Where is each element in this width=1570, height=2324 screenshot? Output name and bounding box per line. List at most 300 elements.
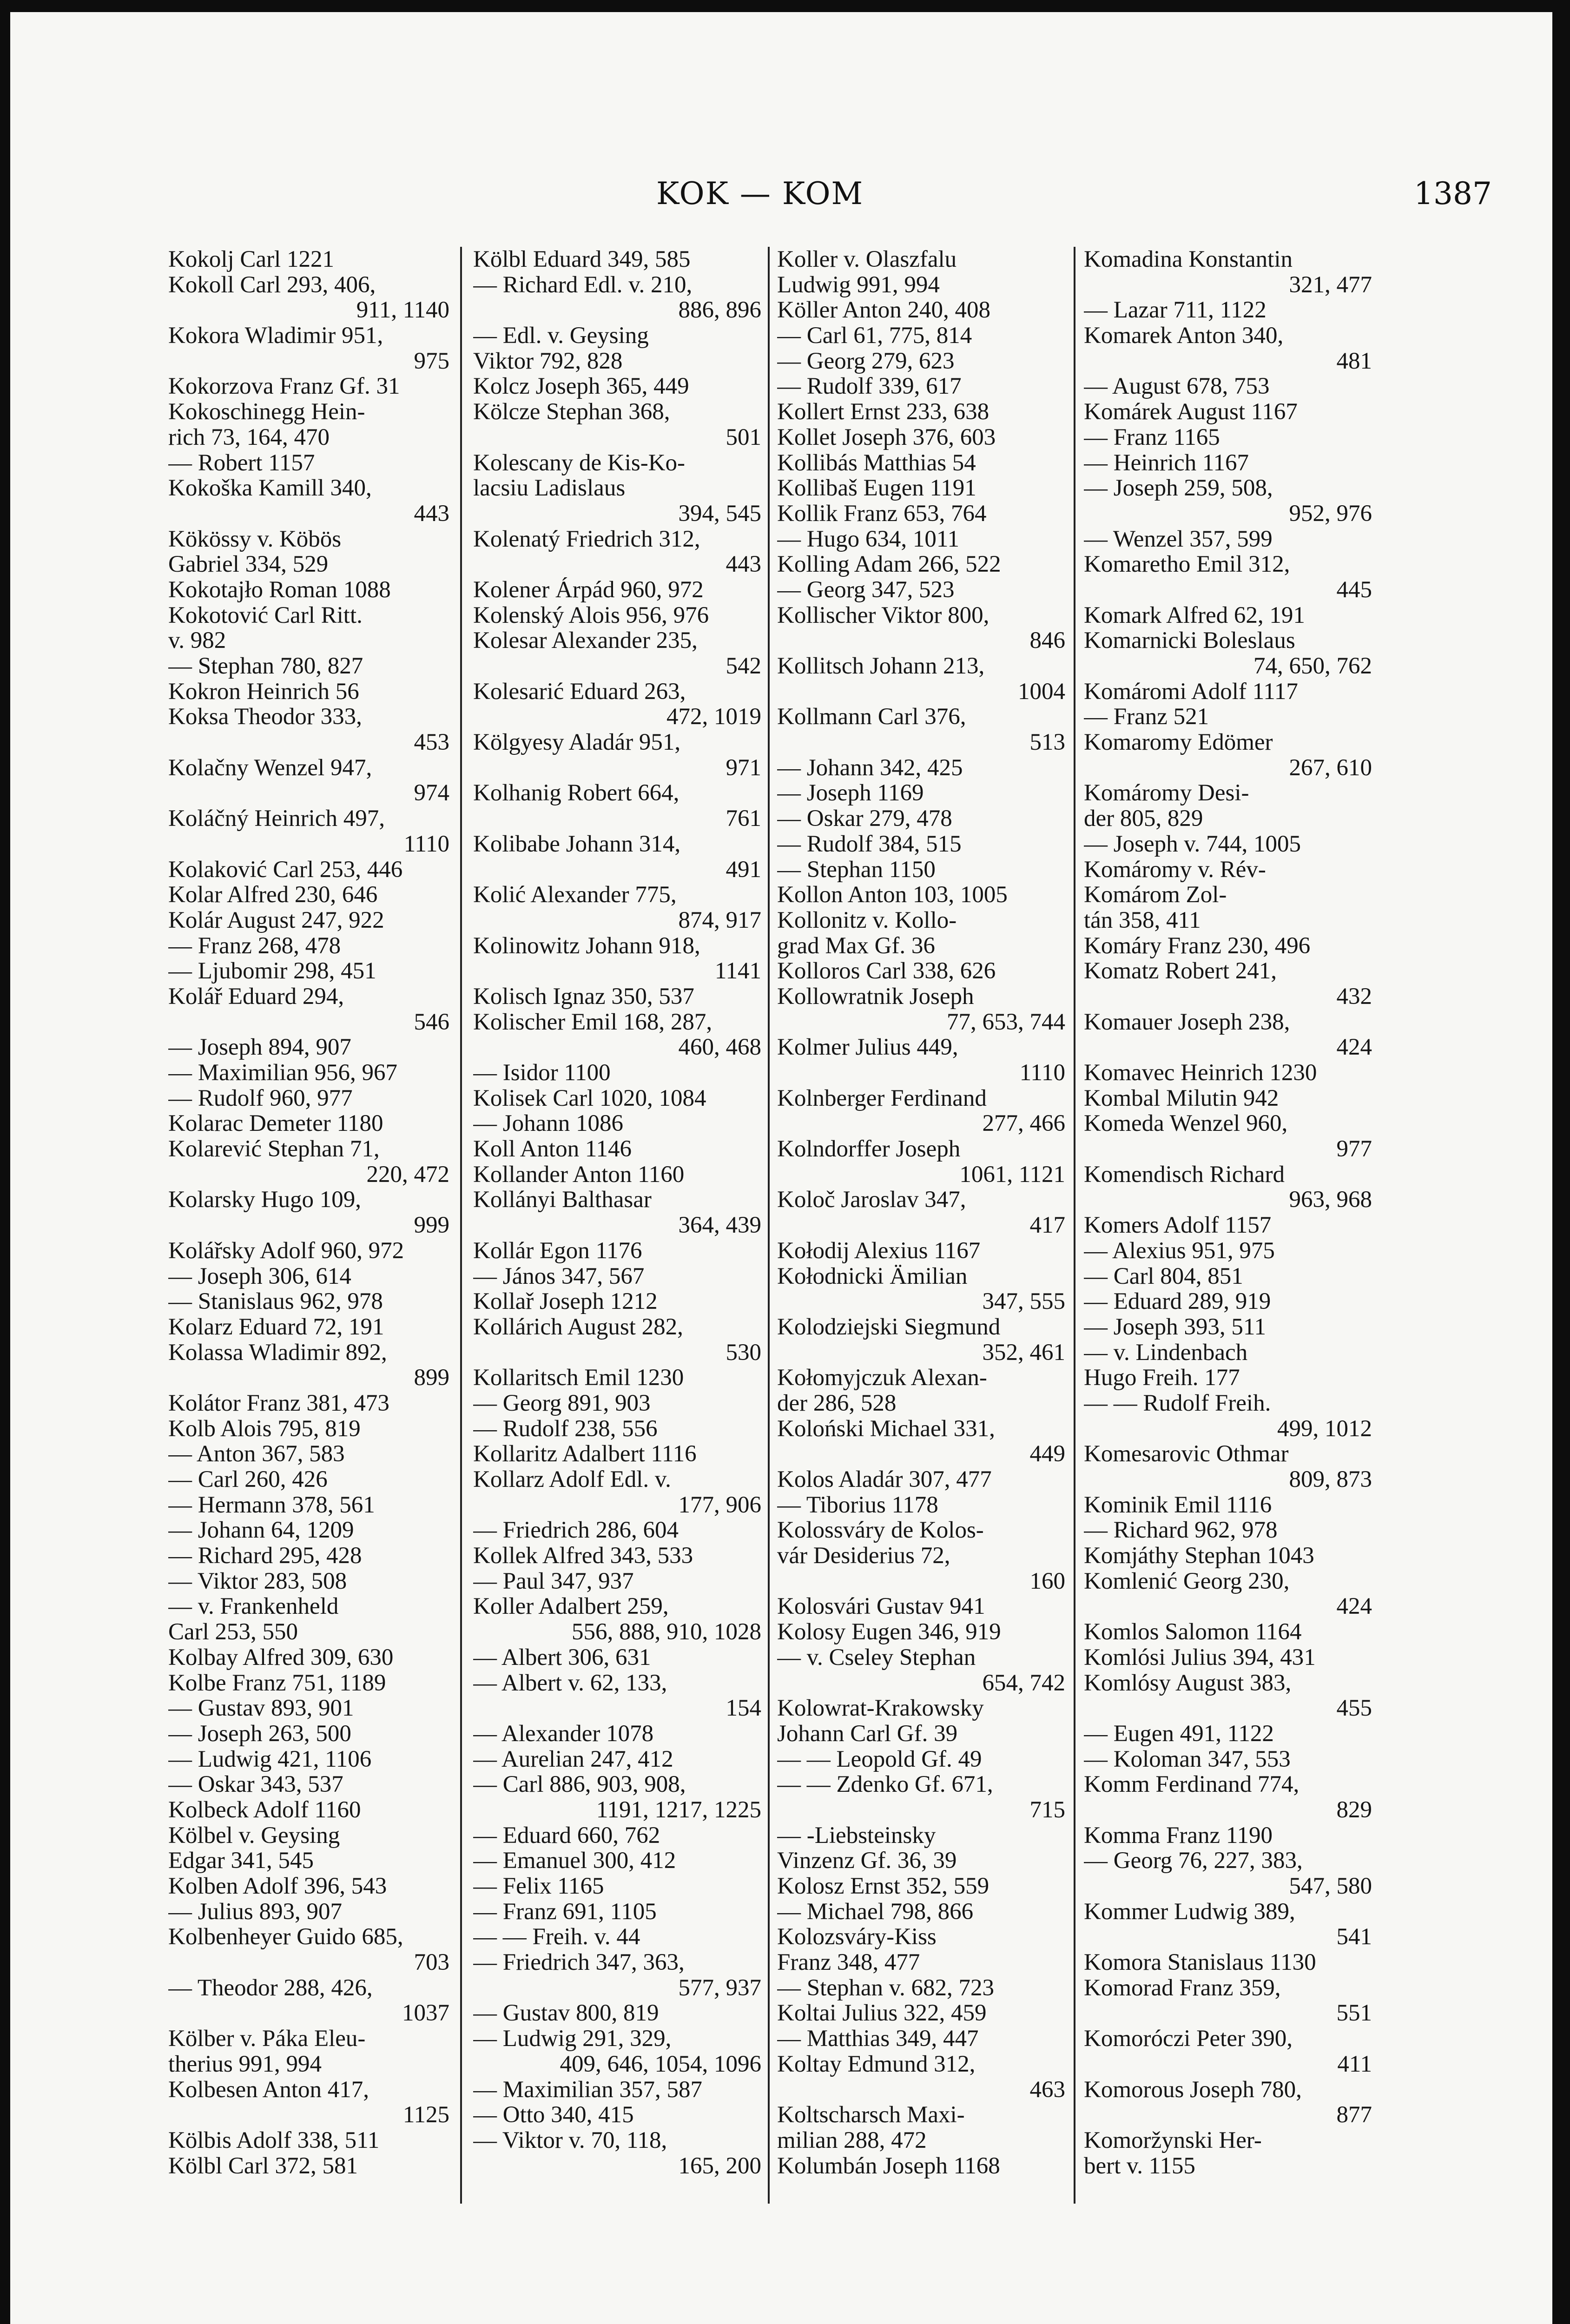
index-entry-line: Kolenský Alois 956, 976 <box>473 602 709 628</box>
index-entry-line: Kölbl Carl 372, 581 <box>168 2153 358 2179</box>
index-entry-line: Kölbis Adolf 338, 511 <box>168 2127 380 2153</box>
index-entry-line: — Anton 367, 583 <box>168 1441 345 1467</box>
index-entry-line: Kollert Ernst 233, 638 <box>777 399 989 425</box>
index-entry-line: 975 <box>414 348 449 374</box>
index-entry-line: — Eduard 660, 762 <box>473 1822 660 1849</box>
index-entry-line: 963, 968 <box>1289 1187 1372 1213</box>
index-entry-line: 1004 <box>1018 679 1065 705</box>
index-entry-line: 177, 906 <box>678 1492 761 1518</box>
index-entry-line: Kolmer Julius 449, <box>777 1035 958 1060</box>
index-entry-line: — Joseph 306, 614 <box>168 1263 351 1289</box>
index-entry-line: Kolinowitz Johann 918, <box>473 933 700 959</box>
index-entry-line: — Matthias 349, 447 <box>777 2026 979 2052</box>
index-entry-line: — Eugen 491, 1122 <box>1084 1721 1274 1747</box>
index-entry-line: bert v. 1155 <box>1084 2153 1195 2179</box>
index-entry-line: Kollitsch Johann 213, <box>777 654 985 679</box>
index-entry-line: Kölbl Eduard 349, 585 <box>473 247 691 272</box>
index-entry-line: — Hermann 378, 561 <box>168 1492 375 1518</box>
index-entry-line: Kolátor Franz 381, 473 <box>168 1390 389 1416</box>
index-entry-line: Kokron Heinrich 56 <box>168 679 359 705</box>
index-entry-line: Komeda Wenzel 960, <box>1084 1111 1288 1137</box>
index-entry-line: — Hugo 634, 1011 <box>777 526 959 552</box>
index-entry-line: Kokorzova Franz Gf. 31 <box>168 374 400 400</box>
index-entry-line: 417 <box>1029 1213 1065 1238</box>
index-entry-line: Komma Franz 1190 <box>1084 1822 1273 1849</box>
index-entry-line: 160 <box>1029 1568 1065 1594</box>
index-entry-line: 715 <box>1029 1797 1065 1823</box>
index-entry-line: Kölbel v. Geysing <box>168 1822 340 1849</box>
index-entry-line: Kolesar Alexander 235, <box>473 628 698 654</box>
index-entry-line: — Rudolf 960, 977 <box>168 1085 353 1111</box>
index-entry-line: — Rudolf 384, 515 <box>777 831 962 857</box>
index-entry-line: 501 <box>726 424 761 450</box>
index-entry-line: Kokoška Kamill 340, <box>168 475 372 501</box>
index-entry-line: 911, 1140 <box>356 297 449 324</box>
index-entry-line: Kolosy Eugen 346, 919 <box>777 1619 1001 1645</box>
index-entry-line: Kokoll Carl 293, 406, <box>168 272 376 298</box>
index-entry-line: 411 <box>1337 2051 1372 2077</box>
index-entry-line: 1125 <box>402 2102 449 2128</box>
index-entry-line: 460, 468 <box>678 1035 761 1060</box>
index-entry-line: Komatz Robert 241, <box>1084 958 1277 984</box>
index-entry-line: — Joseph 393, 511 <box>1084 1314 1266 1340</box>
index-entry-line: — Alexander 1078 <box>473 1721 654 1747</box>
index-entry-line: Komárom Zol- <box>1084 882 1227 908</box>
index-entry-line: Komm Ferdinand 774, <box>1084 1772 1300 1797</box>
index-entry-line: 877 <box>1336 2102 1372 2128</box>
index-entry-line: Komark Alfred 62, 191 <box>1084 602 1305 628</box>
index-entry-line: lacsiu Ladislaus <box>473 475 626 501</box>
index-entry-line: Komavec Heinrich 1230 <box>1084 1060 1317 1086</box>
index-entry-line: Kolibabe Johann 314, <box>473 831 681 857</box>
index-entry-line: Kokotović Carl Ritt. <box>168 602 363 628</box>
index-entry-line: Komáry Franz 230, 496 <box>1084 933 1311 959</box>
index-entry-line: 974 <box>414 780 449 806</box>
index-entry-line: Komlósy August 383, <box>1084 1670 1292 1696</box>
index-entry-line: Johann Carl Gf. 39 <box>777 1721 958 1747</box>
index-entry-line: Kolloros Carl 338, 626 <box>777 958 996 984</box>
index-entry-line: Komárek August 1167 <box>1084 399 1298 425</box>
index-entry-line: 829 <box>1336 1797 1372 1823</box>
index-entry-line: Kominik Emil 1116 <box>1084 1492 1272 1518</box>
index-entry-line: — Emanuel 300, 412 <box>473 1848 676 1874</box>
index-entry-line: 74, 650, 762 <box>1253 654 1372 679</box>
index-entry-line: 364, 439 <box>678 1213 761 1238</box>
index-entry-line: Kołodnicki Ämilian <box>777 1263 968 1289</box>
index-entry-line: — Stephan 1150 <box>777 857 936 883</box>
index-entry-line: Kombal Milutin 942 <box>1084 1085 1279 1111</box>
index-entry-line: Kolos Aladár 307, 477 <box>777 1467 992 1492</box>
index-entry-line: Gabriel 334, 529 <box>168 552 329 577</box>
index-entry-line: Komoržynski Her- <box>1084 2127 1262 2153</box>
index-entry-line: Komaromy Edömer <box>1084 730 1273 755</box>
index-entry-line: — — Zdenko Gf. 671, <box>777 1772 993 1797</box>
index-entry-line: Komauer Joseph 238, <box>1084 1009 1290 1035</box>
page <box>10 12 1552 2324</box>
index-entry-line: — Georg 76, 227, 383, <box>1084 1848 1303 1874</box>
index-entry-line: — Stephan v. 682, 723 <box>777 1975 994 2001</box>
index-entry-line: — Michael 798, 866 <box>777 1899 974 1925</box>
index-entry-line: — Koloman 347, 553 <box>1084 1746 1291 1772</box>
index-entry-line: 424 <box>1336 1594 1372 1620</box>
index-column-3 <box>777 247 1065 2204</box>
index-entry-line: — Georg 891, 903 <box>473 1390 651 1416</box>
index-entry-line: 432 <box>1336 984 1372 1010</box>
index-entry-line: Kolbenheyer Guido 685, <box>168 1924 403 1950</box>
index-entry-line: — Lazar 711, 1122 <box>1084 297 1267 324</box>
index-entry-line: Kolbeck Adolf 1160 <box>168 1797 361 1823</box>
index-entry-line: — Rudolf 238, 556 <box>473 1416 658 1442</box>
index-column-4 <box>1084 247 1372 2204</box>
index-entry-line: — Oskar 279, 478 <box>777 806 952 832</box>
index-entry-line: Kolesarić Eduard 263, <box>473 679 686 705</box>
index-entry-line: Kolosz Ernst 352, 559 <box>777 1874 989 1899</box>
index-entry-line: 409, 646, 1054, 1096 <box>560 2051 761 2077</box>
index-entry-line: — — Freih. v. 44 <box>473 1924 640 1950</box>
index-entry-line: Kolescany de Kis-Ko- <box>473 450 686 476</box>
index-entry-line: 547, 580 <box>1289 1874 1372 1899</box>
index-entry-line: — Albert v. 62, 133, <box>473 1670 667 1696</box>
index-entry-line: — Richard Edl. v. 210, <box>473 272 693 298</box>
index-entry-line: 530 <box>726 1340 761 1366</box>
index-entry-line: Kökössy v. Köbös <box>168 526 342 552</box>
index-entry-line: — Gustav 893, 901 <box>168 1696 354 1721</box>
index-entry-line: Kolaković Carl 253, 446 <box>168 857 403 883</box>
index-entry-line: der 805, 829 <box>1084 806 1203 832</box>
index-entry-line: Kolischer Emil 168, 287, <box>473 1009 712 1035</box>
index-entry-line: — Joseph 894, 907 <box>168 1035 351 1060</box>
index-entry-line: 1141 <box>714 958 761 984</box>
index-entry-line: 443 <box>414 501 449 527</box>
index-entry-line: Kokora Wladimir 951, <box>168 323 383 349</box>
index-entry-line: Kollander Anton 1160 <box>473 1162 685 1188</box>
index-entry-line: 809, 873 <box>1289 1467 1372 1492</box>
index-entry-line: Kołodij Alexius 1167 <box>777 1238 981 1264</box>
index-entry-line: 874, 917 <box>678 907 761 933</box>
index-entry-line: 546 <box>414 1009 449 1035</box>
index-entry-line: 761 <box>726 806 761 832</box>
index-entry-line: Kolozsváry-Kiss <box>777 1924 937 1950</box>
index-entry-line: Kollik Franz 653, 764 <box>777 501 987 527</box>
index-entry-line: Kollon Anton 103, 1005 <box>777 882 1008 908</box>
index-entry-line: 394, 545 <box>678 501 761 527</box>
index-entry-line: Kommer Ludwig 389, <box>1084 1899 1295 1925</box>
index-entry-line: Kölgyesy Aladár 951, <box>473 730 681 755</box>
index-entry-line: — Carl 260, 426 <box>168 1467 328 1492</box>
index-entry-line: Kolcz Joseph 365, 449 <box>473 374 689 400</box>
index-entry-line: 352, 461 <box>982 1340 1065 1366</box>
index-entry-line: Kolben Adolf 396, 543 <box>168 1874 387 1899</box>
index-entry-line: — Johann 64, 1209 <box>168 1518 354 1544</box>
index-entry-line: Kolb Alois 795, 819 <box>168 1416 361 1442</box>
index-entry-line: Carl 253, 550 <box>168 1619 298 1645</box>
index-entry-line: — Wenzel 357, 599 <box>1084 526 1273 552</box>
index-entry-line: — Ljubomir 298, 451 <box>168 958 376 984</box>
index-entry-line: 453 <box>414 730 449 755</box>
index-entry-line: Komorous Joseph 780, <box>1084 2077 1302 2103</box>
index-entry-line: Kollowratnik Joseph <box>777 984 974 1010</box>
index-entry-line: — Stanislaus 962, 978 <box>168 1289 383 1314</box>
index-entry-line: Kollet Joseph 376, 603 <box>777 424 996 450</box>
index-entry-line: Kolić Alexander 775, <box>473 882 677 908</box>
index-entry-line: Kolhanig Robert 664, <box>473 780 679 806</box>
index-entry-line: Komlenić Georg 230, <box>1084 1568 1290 1594</box>
index-entry-line: — Georg 347, 523 <box>777 577 955 603</box>
index-entry-line: — Joseph v. 744, 1005 <box>1084 831 1301 857</box>
index-entry-line: — Alexius 951, 975 <box>1084 1238 1275 1264</box>
index-entry-line: — Richard 295, 428 <box>168 1543 362 1569</box>
index-entry-line: — Franz 1165 <box>1084 424 1220 450</box>
index-entry-line: der 286, 528 <box>777 1390 897 1416</box>
index-entry-line: — Carl 804, 851 <box>1084 1263 1243 1289</box>
index-entry-line: Kolar Alfred 230, 646 <box>168 882 378 908</box>
index-entry-line: — Rudolf 339, 617 <box>777 374 962 400</box>
index-entry-line: 577, 937 <box>678 1975 761 2001</box>
index-entry-line: — Felix 1165 <box>473 1874 604 1899</box>
index-entry-line: — Richard 962, 978 <box>1084 1518 1278 1544</box>
index-entry-line: Komáromi Adolf 1117 <box>1084 679 1298 705</box>
index-entry-line: — Georg 279, 623 <box>777 348 955 374</box>
index-entry-line: 165, 200 <box>678 2153 761 2179</box>
index-entry-line: 971 <box>726 755 761 781</box>
index-entry-line: Kolisek Carl 1020, 1084 <box>473 1085 706 1111</box>
index-entry-line: 463 <box>1029 2077 1065 2103</box>
index-entry-line: 846 <box>1029 628 1065 654</box>
index-entry-line: Kollaritz Adalbert 1116 <box>473 1441 697 1467</box>
index-entry-line: 1037 <box>402 2000 449 2027</box>
index-entry-line: — Carl 61, 775, 814 <box>777 323 972 349</box>
index-entry-line: — Maximilian 357, 587 <box>473 2077 702 2103</box>
index-entry-line: 449 <box>1029 1441 1065 1467</box>
index-entry-line: Franz 348, 477 <box>777 1950 920 1975</box>
index-entry-line: 499, 1012 <box>1277 1416 1372 1442</box>
index-entry-line: Komarnicki Boleslaus <box>1084 628 1295 654</box>
index-entry-line: Kollonitz v. Kollo- <box>777 907 957 933</box>
index-entry-line: — August 678, 753 <box>1084 374 1270 400</box>
index-entry-line: Kołomyjczuk Alexan- <box>777 1365 987 1391</box>
index-entry-line: 1061, 1121 <box>959 1162 1065 1188</box>
index-entry-line: 703 <box>414 1950 449 1975</box>
index-entry-line: Komora Stanislaus 1130 <box>1084 1950 1316 1975</box>
index-entry-line: — Joseph 1169 <box>777 780 924 806</box>
index-entry-line: 551 <box>1336 2000 1372 2027</box>
index-entry-line: v. 982 <box>168 628 226 654</box>
index-entry-line: — Ludwig 421, 1106 <box>168 1746 372 1772</box>
index-column-2 <box>473 247 761 2204</box>
index-entry-line: vár Desiderius 72, <box>777 1543 950 1569</box>
index-entry-line: 154 <box>726 1696 761 1721</box>
index-entry-line: Koloč Jaroslav 347, <box>777 1187 966 1213</box>
index-entry-line: 491 <box>726 857 761 883</box>
index-entry-line: 556, 888, 910, 1028 <box>572 1619 761 1645</box>
index-entry-line: Kolář Eduard 294, <box>168 984 344 1010</box>
index-entry-line: Kollischer Viktor 800, <box>777 602 989 628</box>
column-rule <box>1074 247 1075 2204</box>
index-entry-line: Kolener Árpád 960, 972 <box>473 577 704 603</box>
index-entry-line: Kolbe Franz 751, 1189 <box>168 1670 386 1696</box>
index-entry-line: Kolisch Ignaz 350, 537 <box>473 984 694 1010</box>
index-entry-line: Komers Adolf 1157 <box>1084 1213 1272 1238</box>
index-entry-line: Kolndorffer Joseph <box>777 1136 961 1162</box>
index-entry-line: Kölcze Stephan 368, <box>473 399 670 425</box>
index-entry-line: Kolbesen Anton 417, <box>168 2077 369 2103</box>
index-entry-line: Komaretho Emil 312, <box>1084 552 1290 577</box>
index-entry-line: — János 347, 567 <box>473 1263 645 1289</box>
index-column-1 <box>168 247 449 2204</box>
index-entry-line: Kolarz Eduard 72, 191 <box>168 1314 384 1340</box>
index-entry-line: Kollibás Matthias 54 <box>777 450 976 476</box>
index-entry-line: — Oskar 343, 537 <box>168 1772 343 1797</box>
index-entry-line: Kollibaš Eugen 1191 <box>777 475 976 501</box>
index-entry-line: — Isidor 1100 <box>473 1060 611 1086</box>
index-entry-line: 472, 1019 <box>666 704 761 730</box>
column-rule <box>768 247 770 2204</box>
index-entry-line: 541 <box>1336 1924 1372 1950</box>
index-entry-line: Kollař Joseph 1212 <box>473 1289 658 1314</box>
index-entry-line: Kolosvári Gustav 941 <box>777 1594 985 1620</box>
index-entry-line: Kolářsky Adolf 960, 972 <box>168 1238 404 1264</box>
index-entry-line: 952, 976 <box>1289 501 1372 527</box>
page-header <box>10 176 1552 227</box>
index-entry-line: Kokoschinegg Hein- <box>168 399 365 425</box>
index-entry-line: 321, 477 <box>1289 272 1372 298</box>
index-entry-line: Kolnberger Ferdinand <box>777 1085 987 1111</box>
index-entry-line: 899 <box>414 1365 449 1391</box>
index-entry-line: Viktor 792, 828 <box>473 348 623 374</box>
index-entry-line: 654, 742 <box>982 1670 1065 1696</box>
index-entry-line: Komendisch Richard <box>1084 1162 1285 1188</box>
index-entry-line: Koller v. Olaszfalu <box>777 247 957 272</box>
index-entry-line: 481 <box>1336 348 1372 374</box>
index-entry-line: Kolarac Demeter 1180 <box>168 1111 383 1137</box>
index-entry-line: — Tiborius 1178 <box>777 1492 938 1518</box>
index-entry-line: — Paul 347, 937 <box>473 1568 634 1594</box>
index-entry-line: — Ludwig 291, 329, <box>473 2026 672 2052</box>
index-entry-line: 347, 555 <box>982 1289 1065 1314</box>
index-entry-line: — v. Lindenbach <box>1084 1340 1248 1366</box>
index-entry-line: — Maximilian 956, 967 <box>168 1060 397 1086</box>
index-entry-line: — Joseph 263, 500 <box>168 1721 351 1747</box>
index-entry-line: — Johann 1086 <box>473 1111 623 1137</box>
index-entry-line: Koláčný Heinrich 497, <box>168 806 385 832</box>
index-entry-line: Koltai Julius 322, 459 <box>777 2000 987 2027</box>
index-entry-line: Komlósi Julius 394, 431 <box>1084 1644 1316 1670</box>
index-entry-line: 1110 <box>403 831 449 857</box>
index-entry-line: — Gustav 800, 819 <box>473 2000 659 2027</box>
index-entry-line: — Friedrich 286, 604 <box>473 1518 679 1544</box>
index-entry-line: Kolačny Wenzel 947, <box>168 755 372 781</box>
index-entry-line: rich 73, 164, 470 <box>168 424 330 450</box>
index-entry-line: — Theodor 288, 426, <box>168 1975 373 2001</box>
index-entry-line: 999 <box>414 1213 449 1238</box>
index-entry-line: Kolarević Stephan 71, <box>168 1136 380 1162</box>
index-entry-line: — Franz 521 <box>1084 704 1209 730</box>
index-entry-line: Koltscharsch Maxi- <box>777 2102 965 2128</box>
index-entry-line: Kolbay Alfred 309, 630 <box>168 1644 394 1670</box>
index-entry-line: Kollaritsch Emil 1230 <box>473 1365 684 1391</box>
index-entry-line: 277, 466 <box>982 1111 1065 1137</box>
index-entry-line: — v. Cseley Stephan <box>777 1644 976 1670</box>
index-entry-line: Kollek Alfred 343, 533 <box>473 1543 693 1569</box>
index-entry-line: 977 <box>1336 1136 1372 1162</box>
index-entry-line: Komáromy v. Rév- <box>1084 857 1266 883</box>
index-entry-line: Köller Anton 240, 408 <box>777 297 990 324</box>
index-entry-line: Kolowrat-Krakowsky <box>777 1696 984 1721</box>
index-entry-line: — -Liebsteinsky <box>777 1822 936 1849</box>
index-entry-line: Komorad Franz 359, <box>1084 1975 1281 2001</box>
index-entry-line: Koloński Michael 331, <box>777 1416 995 1442</box>
index-entry-line: — Carl 886, 903, 908, <box>473 1772 686 1797</box>
column-rule <box>460 247 462 2204</box>
index-entry-line: — Johann 342, 425 <box>777 755 963 781</box>
index-entry-line: 513 <box>1029 730 1065 755</box>
index-entry-line: Kolumbán Joseph 1168 <box>777 2153 1000 2179</box>
page-number: 1387 <box>1414 176 1492 211</box>
index-entry-line: milian 288, 472 <box>777 2127 927 2153</box>
index-entry-line: 443 <box>726 552 761 577</box>
index-entry-line: Komesarovic Othmar <box>1084 1441 1289 1467</box>
index-entry-line: Edgar 341, 545 <box>168 1848 314 1874</box>
index-entry-line: — Julius 893, 907 <box>168 1899 343 1925</box>
index-entry-line: — Edl. v. Geysing <box>473 323 649 349</box>
index-entry-line: — Franz 268, 478 <box>168 933 341 959</box>
index-entry-line: Kolossváry de Kolos- <box>777 1518 984 1544</box>
index-entry-line: Kölber v. Páka Eleu- <box>168 2026 366 2052</box>
index-entry-line: Komjáthy Stephan 1043 <box>1084 1543 1314 1569</box>
index-entry-line: Kollmann Carl 376, <box>777 704 966 730</box>
index-entry-line: Kolarsky Hugo 109, <box>168 1187 362 1213</box>
index-entry-line: Komlos Salomon 1164 <box>1084 1619 1302 1645</box>
index-entry-line: Kollarz Adolf Edl. v. <box>473 1467 671 1492</box>
index-entry-line: Kolling Adam 266, 522 <box>777 552 1001 577</box>
index-entry-line: grad Max Gf. 36 <box>777 933 935 959</box>
index-entry-line: Koltay Edmund 312, <box>777 2051 976 2077</box>
index-entry-line: — Viktor v. 70, 118, <box>473 2127 667 2153</box>
index-entry-line: Komadina Konstantin <box>1084 247 1293 272</box>
index-entry-line: Kolenatý Friedrich 312, <box>473 526 700 552</box>
index-entry-line: 1191, 1217, 1225 <box>596 1797 761 1823</box>
index-entry-line: 542 <box>726 654 761 679</box>
index-entry-line: — — Rudolf Freih. <box>1084 1390 1271 1416</box>
index-entry-line: 445 <box>1336 577 1372 603</box>
index-entry-line: — Robert 1157 <box>168 450 315 476</box>
index-entry-line: 424 <box>1336 1035 1372 1060</box>
index-entry-line: — Viktor 283, 508 <box>168 1568 347 1594</box>
index-entry-line: Kolassa Wladimir 892, <box>168 1340 387 1366</box>
index-entry-line: — Heinrich 1167 <box>1084 450 1249 476</box>
index-entry-line: Koll Anton 1146 <box>473 1136 632 1162</box>
index-entry-line: Ludwig 991, 994 <box>777 272 940 298</box>
index-entry-line: — Albert 306, 631 <box>473 1644 651 1670</box>
index-entry-line: Kokolj Carl 1221 <box>168 247 334 272</box>
index-entry-line: — Eduard 289, 919 <box>1084 1289 1271 1314</box>
index-entry-line: 455 <box>1336 1696 1372 1721</box>
index-entry-line: 77, 653, 744 <box>947 1009 1065 1035</box>
index-entry-line: Komáromy Desi- <box>1084 780 1249 806</box>
index-entry-line: Kollányi Balthasar <box>473 1187 652 1213</box>
index-entry-line: 886, 896 <box>678 297 761 324</box>
index-entry-line: Komarek Anton 340, <box>1084 323 1284 349</box>
index-entry-line: Koller Adalbert 259, <box>473 1594 669 1620</box>
index-entry-line: — Franz 691, 1105 <box>473 1899 657 1925</box>
index-entry-line: — Stephan 780, 827 <box>168 654 363 679</box>
index-entry-line: — Otto 340, 415 <box>473 2102 634 2128</box>
index-entry-line: Komoróczi Peter 390, <box>1084 2026 1293 2052</box>
index-entry-line: — Friedrich 347, 363, <box>473 1950 685 1975</box>
index-entry-line: Kokotajło Roman 1088 <box>168 577 391 603</box>
index-entry-line: Vinzenz Gf. 36, 39 <box>777 1848 957 1874</box>
index-entry-line: — Joseph 259, 508, <box>1084 475 1273 501</box>
